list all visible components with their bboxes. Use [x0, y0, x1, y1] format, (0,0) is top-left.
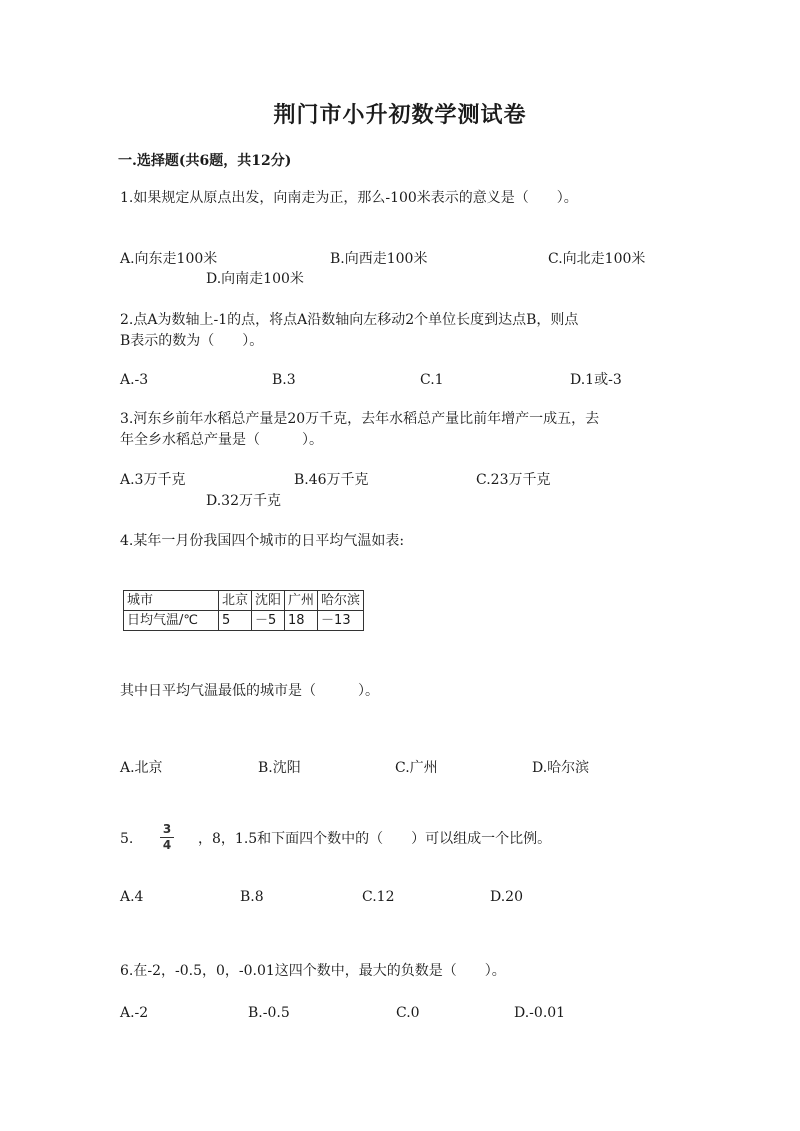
table-cell: －13 — [318, 611, 364, 631]
question-4-option-c: C.广州 — [395, 760, 438, 776]
question-2-option-b: B.3 — [272, 372, 296, 388]
question-6-option-a: A.-2 — [120, 1005, 149, 1021]
question-6-text: 6.在-2，-0.5，0，-0.01这四个数中，最大的负数是（ ）。 — [120, 963, 506, 979]
question-2-option-d: D.1或-3 — [570, 372, 622, 388]
table-header-row — [124, 591, 364, 611]
question-3-option-c: C.23万千克 — [476, 472, 551, 488]
question-2-option-a: A.-3 — [120, 372, 149, 388]
table-cell: 5 — [219, 611, 252, 631]
table-cell: 北京 — [219, 591, 252, 611]
page-title: 荆门市小升初数学测试卷 — [273, 102, 527, 128]
question-1-option-d: D.向南走100米 — [206, 271, 304, 287]
question-5-option-a: A.4 — [120, 889, 144, 905]
question-1-option-b: B.向西走100米 — [330, 251, 428, 267]
question-1-text: 1.如果规定从原点出发，向南走为正，那么-100米表示的意义是（ ）。 — [120, 190, 578, 206]
question-1-option-c: C.向北走100米 — [548, 251, 646, 267]
table-cell: 日均气温/℃ — [124, 611, 219, 631]
table-cell: 城市 — [124, 591, 219, 611]
temperature-table — [123, 590, 364, 631]
question-2-option-c: C.1 — [420, 372, 444, 388]
question-3-option-d: D.32万千克 — [206, 493, 281, 509]
question-3-option-a: A.3万千克 — [120, 472, 186, 488]
fraction — [160, 823, 174, 852]
question-4-option-d: D.哈尔滨 — [532, 760, 590, 776]
table-row — [124, 611, 364, 631]
question-4-option-b: B.沈阳 — [258, 760, 301, 776]
question-6-option-c: C.0 — [396, 1005, 420, 1021]
question-3-text-line2: 年全乡水稻总产量是（ ）。 — [120, 432, 323, 448]
table-cell: 广州 — [285, 591, 318, 611]
question-2-text-line1: 2.点A为数轴上-1的点，将点A沿数轴向左移动2个单位长度到达点B，则点 — [120, 312, 579, 328]
table-cell: －5 — [252, 611, 285, 631]
section-heading: 一.选择题(共6题，共12分) — [118, 153, 292, 169]
table-cell: 沈阳 — [252, 591, 285, 611]
question-4-text: 4.某年一月份我国四个城市的日平均气温如表: — [120, 533, 405, 549]
table-cell: 18 — [285, 611, 318, 631]
question-5-option-c: C.12 — [362, 889, 395, 905]
question-3-text-line1: 3.河东乡前年水稻总产量是20万千克，去年水稻总产量比前年增产一成五，去 — [120, 411, 600, 427]
question-5-number: 5. — [120, 831, 134, 847]
fraction-denominator: 4 — [162, 838, 172, 852]
question-5-option-d: D.20 — [490, 889, 523, 905]
question-6-option-d: D.-0.01 — [514, 1005, 566, 1021]
question-6-option-b: B.-0.5 — [248, 1005, 290, 1021]
question-4-question: 其中日平均气温最低的城市是（ ）。 — [120, 683, 379, 699]
question-4-option-a: A.北京 — [120, 760, 163, 776]
fraction-numerator: 3 — [162, 822, 172, 836]
question-3-option-b: B.46万千克 — [294, 472, 369, 488]
table-cell: 哈尔滨 — [318, 591, 364, 611]
question-1-option-a: A.向东走100米 — [120, 251, 218, 267]
question-5-option-b: B.8 — [240, 889, 264, 905]
question-2-text-line2: B表示的数为（ ）。 — [120, 333, 264, 349]
question-5-text: ，8，1.5和下面四个数中的（ ）可以组成一个比例。 — [198, 831, 552, 847]
